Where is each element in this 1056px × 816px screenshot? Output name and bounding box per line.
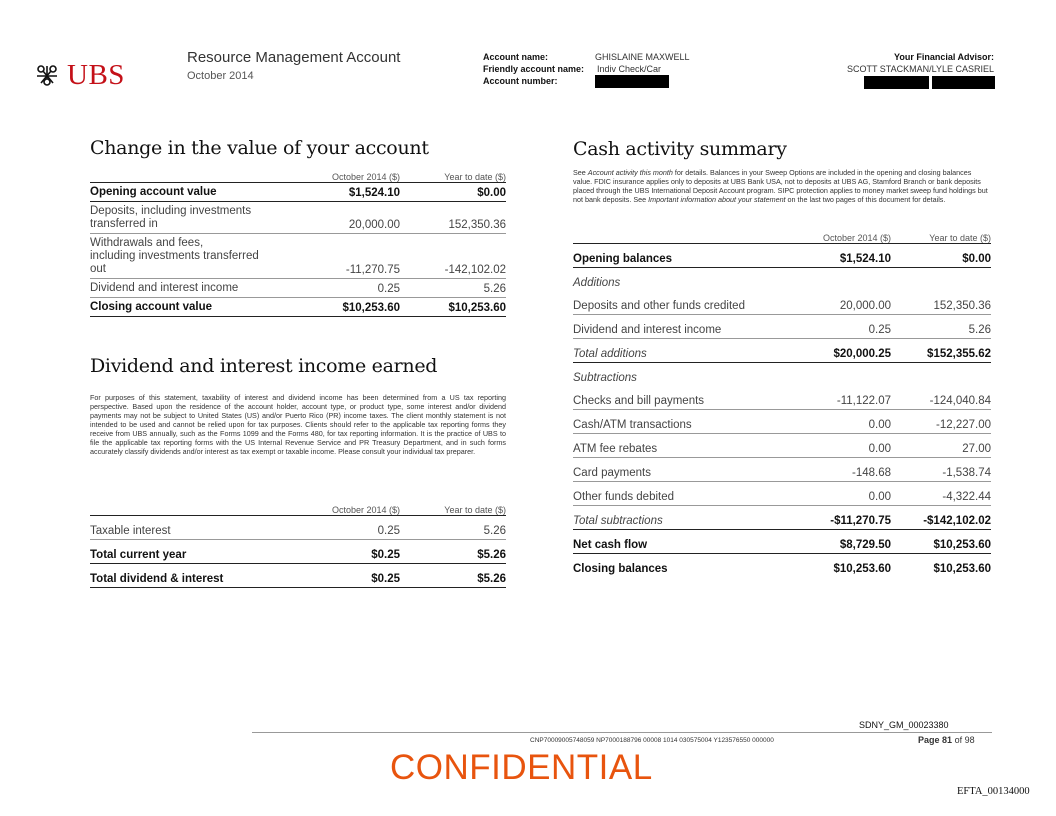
cash-activity-title: Cash activity summary (573, 138, 787, 160)
row-value: 0.25 (280, 279, 400, 298)
table-row (573, 363, 991, 387)
row-value: 0.00 (773, 410, 891, 434)
row-value: $1,524.10 (280, 183, 400, 202)
row-value: $5.26 (400, 564, 506, 588)
column-header: October 2014 ($) (773, 225, 891, 244)
account-name-label: Account name: (483, 52, 549, 62)
row-value: 27.00 (891, 434, 991, 458)
table-row (573, 244, 991, 268)
table-row (90, 516, 506, 540)
row-value: -12,227.00 (891, 410, 991, 434)
cash-activity-table (573, 225, 991, 577)
row-label: Subtractions (573, 372, 637, 384)
table-row (573, 458, 991, 482)
row-value: 0.25 (280, 516, 400, 540)
row-value: $0.00 (400, 183, 506, 202)
row-value: 20,000.00 (773, 291, 891, 315)
row-label: ATM fee rebates (573, 434, 773, 458)
row-value: -$11,270.75 (773, 506, 891, 530)
row-label: Opening account value (90, 183, 280, 202)
redaction-block (864, 76, 929, 89)
row-value: -142,102.02 (400, 234, 506, 279)
friendly-name-value: Indiv Check/Car (597, 64, 662, 74)
dividend-note: For purposes of this statement, taxability of interest and dividend income has been determined from a US tax reporting perspective. Based upon the residence of the account holder, account type, or product type, some interest and/or dividend payments may not be subject to United States (US) and/or Puerto Rico (PR) income taxes. The client monthly statement is not intended to be used and cannot be relied upon for tax purposes. Clients should refer to the applicable tax reporting forms they receive from UBS annually, such as the Forms 1099 and the Forms 480, for tax reporting information. It is the practice of UBS to file the applicable tax reporting forms with the US Internal Revenue Service and PR Treasury Department, and in such forms accurately classify dividends and/or interest as tax exempt or taxable income. Please consult your individual tax preparer. (90, 393, 506, 456)
table-row (573, 506, 991, 530)
confidential-stamp: CONFIDENTIAL (390, 748, 653, 787)
row-value: $10,253.60 (400, 298, 506, 317)
table-row (90, 234, 506, 279)
table-row (573, 268, 991, 292)
row-label: Opening balances (573, 244, 773, 268)
row-value: $20,000.25 (773, 339, 891, 363)
row-value (773, 268, 891, 292)
bates-number: SDNY_GM_00023380 (859, 720, 949, 730)
row-value: $8,729.50 (773, 530, 891, 554)
row-value: 0.00 (773, 482, 891, 506)
row-label: Total dividend & interest (90, 564, 280, 588)
row-label: Card payments (573, 458, 773, 482)
table-row (573, 291, 991, 315)
row-value: 0.00 (773, 434, 891, 458)
table-row (90, 183, 506, 202)
column-header: October 2014 ($) (280, 164, 400, 183)
row-value: $10,253.60 (933, 563, 991, 575)
table-row (573, 386, 991, 410)
row-label: Dividend and interest income (573, 315, 773, 339)
redaction-block (932, 76, 995, 89)
redaction-block (595, 75, 669, 88)
row-value: 0.25 (773, 315, 891, 339)
change-value-table (90, 164, 506, 317)
table-row (90, 564, 506, 588)
row-label: Taxable interest (90, 516, 280, 540)
row-label: Other funds debited (573, 482, 773, 506)
column-header: Year to date ($) (891, 225, 991, 244)
row-label: Closing account value (90, 298, 280, 317)
row-value: 5.26 (400, 279, 506, 298)
table-row (573, 339, 991, 363)
row-value: -$142,102.02 (891, 506, 991, 530)
row-value: $10,253.60 (833, 563, 891, 575)
table-row (90, 298, 506, 317)
row-value: $10,253.60 (891, 530, 991, 554)
keys-icon (33, 63, 61, 89)
row-value: 5.26 (400, 516, 506, 540)
statement-period: October 2014 (187, 70, 254, 82)
row-label: Cash/ATM transactions (573, 410, 773, 434)
row-label: Closing balances (573, 563, 668, 575)
table-row (573, 410, 991, 434)
row-label: Total current year (90, 540, 280, 564)
row-value: 152,350.36 (891, 291, 991, 315)
change-value-title: Change in the value of your account (90, 137, 429, 159)
dividend-title: Dividend and interest income earned (90, 355, 438, 377)
row-value: $0.00 (891, 244, 991, 268)
row-value: -11,122.07 (773, 386, 891, 410)
row-value: 5.26 (891, 315, 991, 339)
dividend-table (90, 497, 506, 588)
table-row (573, 315, 991, 339)
table-row (573, 434, 991, 458)
row-label: Deposits, including investments transferred in (90, 202, 280, 234)
row-value: -148.68 (773, 458, 891, 482)
table-row (573, 530, 991, 554)
row-label: Deposits and other funds credited (573, 291, 773, 315)
page-number: Page 81 of 98 (918, 735, 975, 745)
table-row (573, 554, 991, 578)
statement-title: Resource Management Account (187, 49, 401, 66)
row-value: $152,355.62 (891, 339, 991, 363)
column-header: October 2014 ($) (280, 497, 400, 516)
row-label: Additions (573, 277, 621, 289)
row-value: -4,322.44 (891, 482, 991, 506)
row-value (891, 268, 991, 292)
row-label: Total additions (573, 339, 773, 363)
table-row (90, 540, 506, 564)
table-row (573, 482, 991, 506)
row-value: -11,270.75 (280, 234, 400, 279)
row-value: -124,040.84 (891, 386, 991, 410)
row-value: $1,524.10 (773, 244, 891, 268)
efta-number: EFTA_00134000 (957, 786, 1030, 797)
table-row (90, 279, 506, 298)
logo-text: UBS (67, 59, 125, 91)
row-label: Checks and bill payments (573, 386, 773, 410)
row-value: $5.26 (400, 540, 506, 564)
footer-divider (252, 732, 992, 733)
row-value (773, 363, 891, 387)
footer-code: CNP70009005748059 NP7000188796 00008 1014 030575004 Y123576550 000000 (530, 737, 774, 744)
column-header: Year to date ($) (400, 164, 506, 183)
row-value (891, 363, 991, 387)
row-value: 20,000.00 (280, 202, 400, 234)
row-value: 152,350.36 (400, 202, 506, 234)
column-header: Year to date ($) (400, 497, 506, 516)
row-value: $0.25 (280, 564, 400, 588)
table-row (90, 202, 506, 234)
row-label: Total subtractions (573, 506, 773, 530)
advisor-label: Your Financial Advisor: (893, 52, 994, 62)
row-label: Withdrawals and fees, including investments transferred out (90, 234, 280, 279)
advisor-name: SCOTT STACKMAN/LYLE CASRIEL (846, 64, 994, 74)
row-value: $10,253.60 (280, 298, 400, 317)
row-value: -1,538.74 (891, 458, 991, 482)
row-value: $0.25 (280, 540, 400, 564)
account-name-value: GHISLAINE MAXWELL (595, 52, 690, 62)
account-number-label: Account number: (483, 76, 558, 86)
row-label: Net cash flow (573, 530, 773, 554)
cash-activity-note: See Account activity this month for details. Balances in your Sweep Options are included in the opening and closing balances value. FDIC insurance applies only to deposits at UBS Bank USA, not to deposits at UBS AG, Stamford Branch or bank deposits placed through the UBS International Deposit Account program. SIPC protection applies to money market sweep fund holdings but not bank deposits. See Important information about your statement on the last two pages of this document for details. (573, 168, 988, 204)
row-label: Dividend and interest income (90, 279, 280, 298)
friendly-name-label: Friendly account name: (483, 64, 585, 74)
